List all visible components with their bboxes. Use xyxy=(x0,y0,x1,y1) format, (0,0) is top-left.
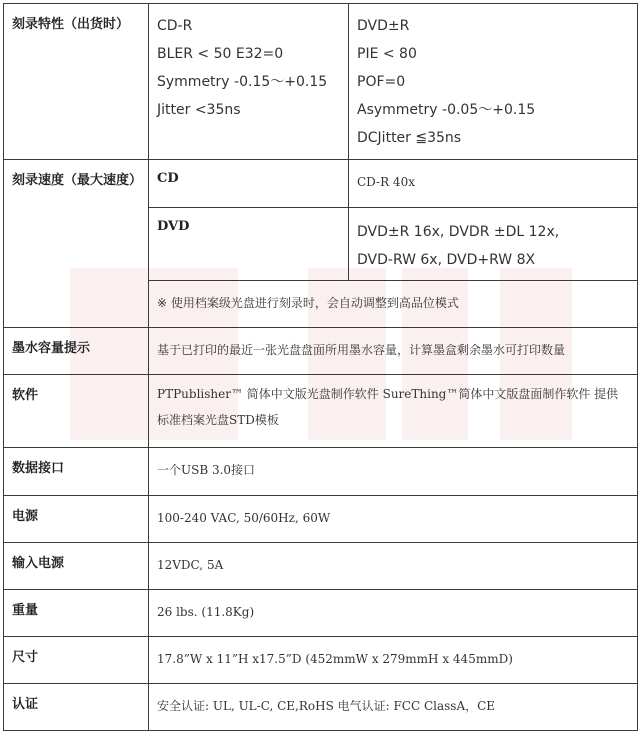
row-size xyxy=(4,637,638,684)
label-burn-speed: 刻录速度（最大速度） xyxy=(4,160,149,328)
dvd-line: Asymmetry -0.05～+0.15 xyxy=(357,102,536,118)
row-ink-hint xyxy=(4,328,638,375)
cd-r-line: CD-R xyxy=(157,18,193,34)
software-value: PTPublisher™ 简体中文版光盘制作软件 SureThing™简体中文版盘面制作软件 提供标准档案光盘STD模板 xyxy=(149,375,638,448)
row-burn-speed-cd xyxy=(4,160,638,208)
speed-dvd-label: DVD xyxy=(149,208,349,281)
power-value: 100-240 VAC, 50/60Hz, 60W xyxy=(149,496,638,543)
row-power xyxy=(4,496,638,543)
row-interface xyxy=(4,448,638,496)
cd-r-line: Symmetry -0.15～+0.15 xyxy=(157,74,328,90)
label-cert: 认证 xyxy=(4,684,149,731)
label-interface: 数据接口 xyxy=(4,448,149,496)
size-value: 17.8”W x 11”H x17.5”D (452mmW x 279mmH x 445mmD) xyxy=(149,637,638,684)
row-input-power xyxy=(4,543,638,590)
cert-value: 安全认证: UL, UL-C, CE,RoHS 电气认证: FCC ClassA，CE xyxy=(149,684,638,731)
dvd-line: POF=0 xyxy=(357,74,406,90)
weight-value: 26 lbs. (11.8Kg) xyxy=(149,590,638,637)
label-burn-characteristics: 刻录特性（出货时） xyxy=(4,4,149,160)
speed-dvd-value xyxy=(349,208,638,281)
speed-dvd-line: DVD±R 16x, DVDR ±DL 12x, xyxy=(357,224,560,240)
row-software xyxy=(4,375,638,448)
row-weight xyxy=(4,590,638,637)
cd-r-line: BLER < 50 E32=0 xyxy=(157,46,284,62)
dvd-line: DVD±R xyxy=(357,18,410,34)
cd-r-characteristics xyxy=(149,4,349,160)
cd-r-line: Jitter <35ns xyxy=(157,102,241,118)
speed-cd-value: CD-R 40x xyxy=(349,160,638,208)
label-ink-hint: 墨水容量提示 xyxy=(4,328,149,375)
speed-note: ※ 使用档案级光盘进行刻录时，会自动调整到高品位模式 xyxy=(149,281,638,328)
label-input-power: 输入电源 xyxy=(4,543,149,590)
spec-table xyxy=(3,3,638,731)
label-size: 尺寸 xyxy=(4,637,149,684)
label-software: 软件 xyxy=(4,375,149,448)
label-power: 电源 xyxy=(4,496,149,543)
dvd-characteristics xyxy=(349,4,638,160)
interface-value: 一个USB 3.0接口 xyxy=(149,448,638,496)
row-burn-characteristics xyxy=(4,4,638,160)
speed-dvd-line: DVD-RW 6x, DVD+RW 8X xyxy=(357,252,536,268)
dvd-line: PIE < 80 xyxy=(357,46,417,62)
label-weight: 重量 xyxy=(4,590,149,637)
row-cert xyxy=(4,684,638,731)
speed-cd-label: CD xyxy=(149,160,349,208)
input-power-value: 12VDC, 5A xyxy=(149,543,638,590)
ink-hint-value: 基于已打印的最近一张光盘盘面所用墨水容量，计算墨盒剩余墨水可打印数量 xyxy=(149,328,638,375)
dvd-line: DCJitter ≦35ns xyxy=(357,130,462,146)
